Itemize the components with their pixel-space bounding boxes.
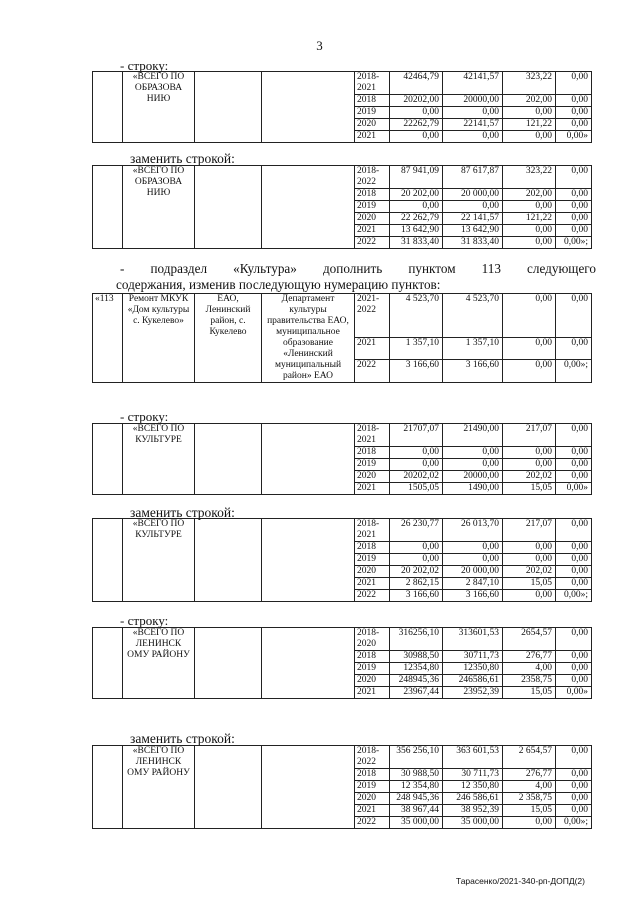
cell-total: 0,00	[390, 131, 443, 143]
cell-other-sources: 0,00»	[556, 483, 592, 495]
table-education-new	[92, 165, 592, 249]
cell-other-sources: 0,00	[556, 459, 592, 471]
cell-period: 2022	[355, 817, 390, 829]
cell-other-sources: 0,00	[556, 651, 592, 663]
cell-federal-budget: 15,05	[503, 578, 556, 590]
cell-period: 2018	[355, 542, 390, 554]
cell-federal-budget: 2654,57	[503, 628, 556, 651]
phrase-replace-with: заменить строкой:	[130, 151, 235, 166]
cell-federal-budget: 202,02	[503, 471, 556, 483]
cell-other-sources: 0,00	[556, 781, 592, 793]
cell-other-sources: 0,00	[556, 628, 592, 651]
cell-total: 23967,44	[390, 687, 443, 699]
table-body	[93, 746, 592, 829]
cell-period: 2019	[355, 663, 390, 675]
cell-total: 356 256,10	[390, 746, 443, 769]
cell-federal-budget: 0,00	[503, 337, 556, 360]
cell-period: 2022	[355, 360, 390, 383]
phrase-replace-with: заменить строкой:	[130, 505, 235, 520]
cell-object-name: «ВСЕГО ПО ОБРАЗОВА НИЮ	[123, 166, 195, 249]
cell-regional-budget: 0,00	[443, 542, 503, 554]
cell-regional-budget: 0,00	[443, 107, 503, 119]
paragraph-line-2: содержания, изменив последующую нумерацию пунктов:	[116, 277, 441, 292]
cell-regional-budget: 20 000,00	[443, 566, 503, 578]
cell-federal-budget: 121,22	[503, 119, 556, 131]
cell-other-sources: 0,00	[556, 805, 592, 817]
table-body	[93, 72, 592, 143]
cell-regional-budget: 4 523,70	[443, 294, 503, 338]
cell-period: 2022	[355, 237, 390, 249]
cell-federal-budget: 0,00	[503, 554, 556, 566]
cell-other-sources: 0,00	[556, 213, 592, 225]
cell-federal-budget: 276,77	[503, 769, 556, 781]
phrase-replace-row: - строку:	[120, 409, 169, 424]
cell-total: 0,00	[390, 107, 443, 119]
cell-other-sources: 0,00»;	[556, 237, 592, 249]
cell-period: 2021	[355, 483, 390, 495]
cell-federal-budget: 0,00	[503, 542, 556, 554]
cell-period: 2022	[355, 590, 390, 602]
cell-period: 2019	[355, 781, 390, 793]
cell-other-sources: 0,00»;	[556, 590, 592, 602]
cell-federal-budget: 121,22	[503, 213, 556, 225]
cell-regional-budget: 0,00	[443, 447, 503, 459]
cell-regional-budget: 35 000,00	[443, 817, 503, 829]
paragraph-line-1: - подраздел «Культура» дополнить пунктом 113 следующего	[120, 261, 596, 276]
cell-regional-budget: 246586,61	[443, 675, 503, 687]
cell-federal-budget: 276,77	[503, 651, 556, 663]
cell-federal-budget: 2358,75	[503, 675, 556, 687]
cell-total: 12 354,80	[390, 781, 443, 793]
cell-total: 26 230,77	[390, 519, 443, 542]
cell-total: 0,00	[390, 447, 443, 459]
cell-total: 316256,10	[390, 628, 443, 651]
cell-object-name: «ВСЕГО ПО ЛЕНИНСК ОМУ РАЙОНУ	[123, 628, 195, 699]
cell-item-number	[93, 424, 123, 495]
cell-regional-budget: 2 847,10	[443, 578, 503, 590]
cell-federal-budget: 0,00	[503, 225, 556, 237]
phrase-replace-with: заменить строкой:	[130, 731, 235, 746]
cell-other-sources: 0,00	[556, 471, 592, 483]
cell-location	[195, 746, 262, 829]
cell-federal-budget: 202,00	[503, 95, 556, 107]
cell-period: 2019	[355, 459, 390, 471]
cell-other-sources: 0,00	[556, 663, 592, 675]
cell-federal-budget: 0,00	[503, 107, 556, 119]
cell-regional-budget: 313601,53	[443, 628, 503, 651]
cell-other-sources: 0,00	[556, 337, 592, 360]
cell-total: 248 945,36	[390, 793, 443, 805]
cell-period: 2018-2021	[355, 72, 390, 95]
cell-period: 2019	[355, 201, 390, 213]
cell-other-sources: 0,00»;	[556, 360, 592, 383]
cell-federal-budget: 0,00	[503, 817, 556, 829]
cell-item-number	[93, 72, 123, 143]
cell-federal-budget: 2 358,75	[503, 793, 556, 805]
table-culture-new	[92, 518, 592, 602]
cell-federal-budget: 0,00	[503, 131, 556, 143]
cell-other-sources: 0,00	[556, 566, 592, 578]
cell-customer	[262, 424, 355, 495]
cell-total: 1 357,10	[390, 337, 443, 360]
cell-total: 0,00	[390, 459, 443, 471]
cell-period: 2019	[355, 554, 390, 566]
cell-total: 2 862,15	[390, 578, 443, 590]
cell-federal-budget: 202,02	[503, 566, 556, 578]
cell-period: 2018-2022	[355, 746, 390, 769]
cell-total: 30 988,50	[390, 769, 443, 781]
cell-regional-budget: 1 357,10	[443, 337, 503, 360]
cell-other-sources: 0,00	[556, 746, 592, 769]
cell-total: 35 000,00	[390, 817, 443, 829]
cell-regional-budget: 0,00	[443, 131, 503, 143]
cell-total: 0,00	[390, 542, 443, 554]
cell-other-sources: 0,00	[556, 793, 592, 805]
table-body	[93, 519, 592, 602]
cell-regional-budget: 20 000,00	[443, 189, 503, 201]
cell-other-sources: 0,00	[556, 424, 592, 447]
cell-federal-budget: 217,07	[503, 519, 556, 542]
cell-total: 20202,02	[390, 471, 443, 483]
cell-other-sources: 0,00	[556, 95, 592, 107]
cell-total: 4 523,70	[390, 294, 443, 338]
cell-period: 2020	[355, 119, 390, 131]
cell-total: 20202,00	[390, 95, 443, 107]
cell-other-sources: 0,00	[556, 519, 592, 542]
cell-customer: Департамент культуры правительства ЕАО, муниципальное образование «Ленинский муниципальный район» ЕАО	[262, 294, 355, 383]
cell-object-name: «ВСЕГО ПО ЛЕНИНСК ОМУ РАЙОНУ	[123, 746, 195, 829]
cell-regional-budget: 12350,80	[443, 663, 503, 675]
cell-other-sources: 0,00	[556, 119, 592, 131]
cell-total: 22 262,79	[390, 213, 443, 225]
cell-period: 2018	[355, 651, 390, 663]
cell-other-sources: 0,00»;	[556, 817, 592, 829]
cell-regional-budget: 246 586,61	[443, 793, 503, 805]
cell-regional-budget: 13 642,90	[443, 225, 503, 237]
cell-other-sources: 0,00»	[556, 687, 592, 699]
footer-reference: Тарасенко/2021-340-рп-ДОПД(2)	[455, 876, 585, 886]
cell-regional-budget: 30 711,73	[443, 769, 503, 781]
cell-regional-budget: 20000,00	[443, 95, 503, 107]
cell-location	[195, 424, 262, 495]
cell-total: 42464,79	[390, 72, 443, 95]
page-number: 3	[316, 38, 323, 53]
cell-total: 38 967,44	[390, 805, 443, 817]
cell-regional-budget: 42141,57	[443, 72, 503, 95]
cell-other-sources: 0,00	[556, 201, 592, 213]
cell-other-sources: 0,00	[556, 107, 592, 119]
cell-total: 22262,79	[390, 119, 443, 131]
cell-federal-budget: 2 654,57	[503, 746, 556, 769]
cell-regional-budget: 21490,00	[443, 424, 503, 447]
cell-regional-budget: 22 141,57	[443, 213, 503, 225]
cell-total: 3 166,60	[390, 360, 443, 383]
cell-federal-budget: 0,00	[503, 590, 556, 602]
cell-location	[195, 166, 262, 249]
cell-other-sources: 0,00	[556, 189, 592, 201]
cell-federal-budget: 0,00	[503, 201, 556, 213]
table-body	[93, 628, 592, 699]
cell-regional-budget: 26 013,70	[443, 519, 503, 542]
table-item-113	[92, 293, 592, 383]
cell-other-sources: 0,00	[556, 447, 592, 459]
cell-period: 2020	[355, 566, 390, 578]
cell-item-number	[93, 166, 123, 249]
cell-federal-budget: 0,00	[503, 459, 556, 471]
table-row	[93, 746, 592, 769]
cell-federal-budget: 15,05	[503, 483, 556, 495]
cell-period: 2020	[355, 675, 390, 687]
cell-regional-budget: 87 617,87	[443, 166, 503, 189]
cell-regional-budget: 22141,57	[443, 119, 503, 131]
amendment-paragraph	[116, 261, 596, 293]
cell-item-number: «113	[93, 294, 123, 383]
cell-federal-budget: 202,00	[503, 189, 556, 201]
cell-customer	[262, 519, 355, 602]
cell-customer	[262, 72, 355, 143]
cell-total: 13 642,90	[390, 225, 443, 237]
cell-federal-budget: 323,22	[503, 72, 556, 95]
cell-regional-budget: 38 952,39	[443, 805, 503, 817]
cell-period: 2018-2022	[355, 166, 390, 189]
cell-regional-budget: 3 166,60	[443, 360, 503, 383]
cell-federal-budget: 15,05	[503, 687, 556, 699]
cell-total: 20 202,02	[390, 566, 443, 578]
phrase-replace-row: - строку:	[120, 613, 169, 628]
cell-total: 1505,05	[390, 483, 443, 495]
cell-period: 2018-2021	[355, 519, 390, 542]
cell-federal-budget: 0,00	[503, 447, 556, 459]
cell-customer	[262, 628, 355, 699]
cell-regional-budget: 3 166,60	[443, 590, 503, 602]
cell-total: 21707,07	[390, 424, 443, 447]
cell-period: 2021	[355, 131, 390, 143]
cell-regional-budget: 0,00	[443, 201, 503, 213]
table-row	[93, 519, 592, 542]
cell-object-name: «ВСЕГО ПО КУЛЬТУРЕ	[123, 424, 195, 495]
cell-regional-budget: 363 601,53	[443, 746, 503, 769]
cell-period: 2020	[355, 471, 390, 483]
table-body	[93, 424, 592, 495]
table-culture-old	[92, 423, 592, 495]
cell-total: 31 833,40	[390, 237, 443, 249]
cell-regional-budget: 0,00	[443, 459, 503, 471]
cell-period: 2018-2021	[355, 424, 390, 447]
cell-other-sources: 0,00	[556, 675, 592, 687]
cell-object-name: «ВСЕГО ПО ОБРАЗОВА НИЮ	[123, 72, 195, 143]
cell-other-sources: 0,00	[556, 225, 592, 237]
cell-location	[195, 628, 262, 699]
cell-period: 2021	[355, 225, 390, 237]
cell-other-sources: 0,00	[556, 166, 592, 189]
table-row	[93, 424, 592, 447]
cell-federal-budget: 4,00	[503, 781, 556, 793]
table-row	[93, 72, 592, 95]
cell-period: 2021-2022	[355, 294, 390, 338]
cell-other-sources: 0,00»	[556, 131, 592, 143]
cell-object-name: Ремонт МКУК «Дом культуры с. Кукелево»	[123, 294, 195, 383]
cell-total: 0,00	[390, 554, 443, 566]
cell-period: 2018-2020	[355, 628, 390, 651]
table-body	[93, 166, 592, 249]
cell-item-number	[93, 519, 123, 602]
cell-period: 2021	[355, 805, 390, 817]
cell-period: 2018	[355, 769, 390, 781]
cell-total: 3 166,60	[390, 590, 443, 602]
cell-federal-budget: 0,00	[503, 294, 556, 338]
cell-total: 12354,80	[390, 663, 443, 675]
table-district-old	[92, 627, 592, 699]
cell-federal-budget: 0,00	[503, 360, 556, 383]
cell-other-sources: 0,00	[556, 554, 592, 566]
cell-total: 30988,50	[390, 651, 443, 663]
cell-total: 0,00	[390, 201, 443, 213]
table-body	[93, 294, 592, 383]
cell-item-number	[93, 746, 123, 829]
table-education-old	[92, 71, 592, 143]
cell-regional-budget: 23952,39	[443, 687, 503, 699]
cell-period: 2020	[355, 793, 390, 805]
cell-regional-budget: 30711,73	[443, 651, 503, 663]
cell-regional-budget: 1490,00	[443, 483, 503, 495]
cell-item-number	[93, 628, 123, 699]
table-district-new	[92, 745, 592, 829]
cell-location	[195, 519, 262, 602]
cell-other-sources: 0,00	[556, 72, 592, 95]
cell-object-name: «ВСЕГО ПО КУЛЬТУРЕ	[123, 519, 195, 602]
cell-federal-budget: 0,00	[503, 237, 556, 249]
cell-period: 2019	[355, 107, 390, 119]
phrase-replace-row: - строку:	[120, 58, 169, 73]
cell-other-sources: 0,00	[556, 294, 592, 338]
cell-regional-budget: 12 350,80	[443, 781, 503, 793]
cell-other-sources: 0,00	[556, 542, 592, 554]
cell-location: ЕАО, Ленинский район, с. Кукелево	[195, 294, 262, 383]
cell-total: 248945,36	[390, 675, 443, 687]
table-row	[93, 628, 592, 651]
cell-regional-budget: 31 833,40	[443, 237, 503, 249]
cell-other-sources: 0,00	[556, 578, 592, 590]
cell-federal-budget: 323,22	[503, 166, 556, 189]
cell-total: 87 941,09	[390, 166, 443, 189]
cell-federal-budget: 15,05	[503, 805, 556, 817]
cell-federal-budget: 4,00	[503, 663, 556, 675]
cell-period: 2021	[355, 337, 390, 360]
cell-federal-budget: 217,07	[503, 424, 556, 447]
table-row	[93, 166, 592, 189]
cell-total: 20 202,00	[390, 189, 443, 201]
cell-period: 2021	[355, 687, 390, 699]
table-row	[93, 294, 592, 338]
cell-regional-budget: 20000,00	[443, 471, 503, 483]
cell-customer	[262, 746, 355, 829]
cell-period: 2018	[355, 95, 390, 107]
cell-customer	[262, 166, 355, 249]
cell-period: 2020	[355, 213, 390, 225]
cell-regional-budget: 0,00	[443, 554, 503, 566]
cell-period: 2018	[355, 447, 390, 459]
cell-period: 2021	[355, 578, 390, 590]
cell-location	[195, 72, 262, 143]
cell-other-sources: 0,00	[556, 769, 592, 781]
cell-period: 2018	[355, 189, 390, 201]
